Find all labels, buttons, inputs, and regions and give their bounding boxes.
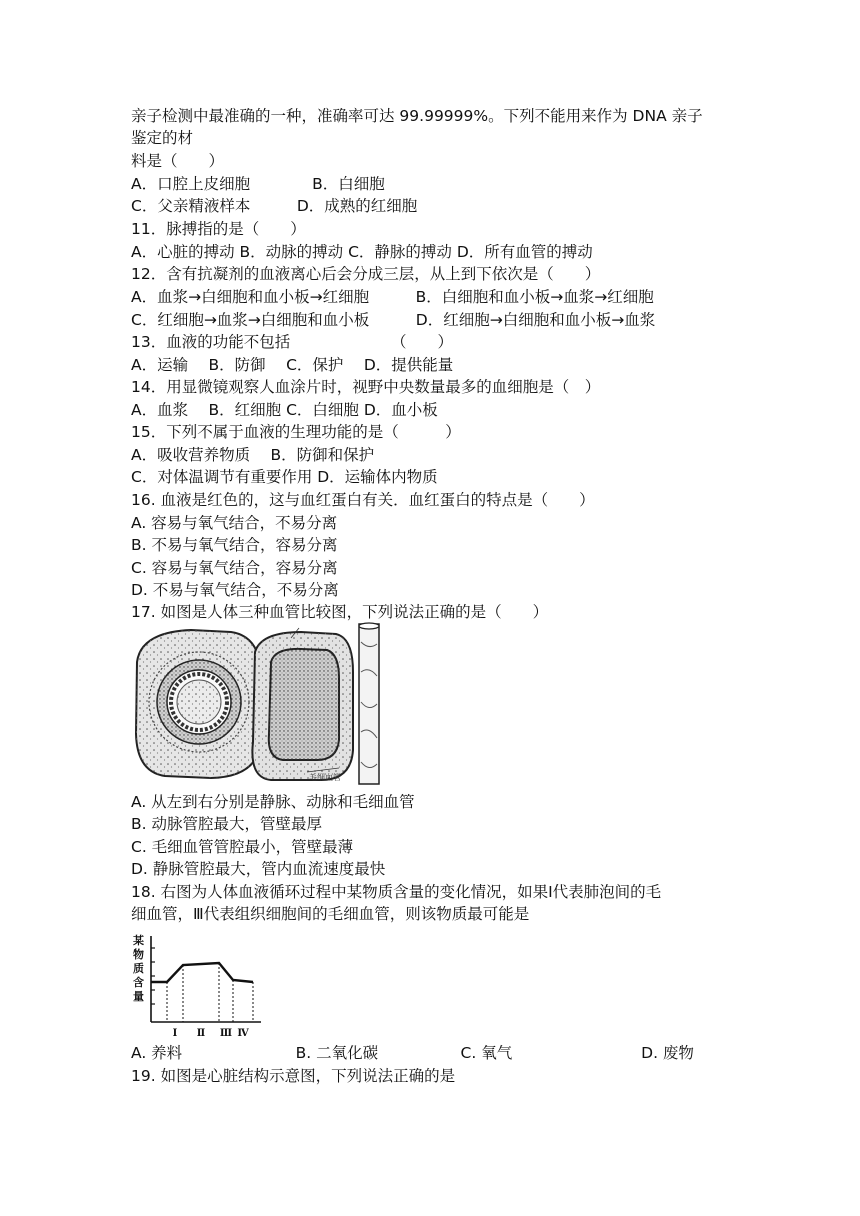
q12-options-cd: C．红细胞→血浆→白细胞和血小板 D．红细胞→白细胞和血小板→血浆 [131,311,656,329]
blood-vessel-figure [131,622,383,788]
q11-stem: 11．脉搏指的是（ ） [131,220,306,238]
q16-option-c: C. 容易与氧气结合，容易分离 [131,559,338,577]
q10-stem-line-1: 亲子检测中最准确的一种，准确率可达 99.99999%。下列不能用来作为 DNA 亲子 [131,107,703,125]
q12-stem: 12．含有抗凝剂的血液离心后会分成三层，从上到下依次是（ ） [131,265,601,283]
graph-ylabel [132,933,144,1003]
section-dividers [167,963,253,1022]
xtick-label: Ⅲ [219,1028,233,1039]
q10-stem-line-3: 料是（ ） [131,152,225,170]
capillary-label: 毛细血管 [309,773,341,782]
q16-option-b: B. 不易与氧气结合，容易分离 [131,536,338,554]
q17-option-b: B. 动脉管腔最大，管壁最厚 [131,815,322,833]
q10-options-cd: C．父亲精液样本 D．成熟的红细胞 [131,197,418,215]
xtick-label: Ⅰ [172,1028,178,1039]
q17-option-c: C. 毛细血管管腔最小，管壁最薄 [131,838,354,856]
q10-options-ab: A．口腔上皮细胞 B．白细胞 [131,175,385,193]
q11-options: A．心脏的搏动 B．动脉的搏动 C．静脉的搏动 D．所有血管的搏动 [131,243,593,261]
q13-stem: 13．血液的功能不包括 （ ） [131,333,453,351]
capillary-tube [359,623,379,784]
vein-cross-section [252,632,353,780]
substance-content-graph [131,930,271,1042]
ylabel-char: 某 [133,934,144,947]
q18-options: A. 养料 B. 二氧化碳 C. 氧气 D. 废物 [131,1044,694,1062]
q18-stem-line-1: 18. 右图为人体血液循环过程中某物质含量的变化情况，如果Ⅰ代表肺泡间的毛 [131,883,662,901]
q16-option-a: A. 容易与氧气结合，不易分离 [131,514,338,532]
q14-options: A．血浆 B．红细胞 C．白细胞 D．血小板 [131,401,438,419]
q17-option-a: A. 从左到右分别是静脉、动脉和毛细血管 [131,793,415,811]
q15-options-cd: C．对体温调节有重要作用 D．运输体内物质 [131,468,438,486]
q19-stem: 19. 如图是心脏结构示意图，下列说法正确的是 [131,1067,456,1085]
ylabel-char: 质 [133,962,144,975]
q15-stem: 15．下列不属于血液的生理功能的是（ ） [131,423,461,441]
q13-options: A．运输 B．防御 C．保护 D．提供能量 [131,356,454,374]
q12-options-ab: A．血浆→白细胞和血小板→红细胞 B．白细胞和血小板→血浆→红细胞 [131,288,654,306]
q16-stem: 16. 血液是红色的，这与血红蛋白有关．血红蛋白的特点是（ ） [131,491,595,509]
ylabel-char: 物 [133,948,144,961]
substance-curve [151,963,253,982]
q15-options-ab: A．吸收营养物质 B．防御和保护 [131,446,375,464]
q18-stem-line-2: 细血管，Ⅲ代表组织细胞间的毛细血管，则该物质最可能是 [131,905,530,923]
q16-option-d: D. 不易与氧气结合，不易分离 [131,581,339,599]
ylabel-char: 量 [133,990,144,1003]
ylabel-char: 含 [133,976,144,989]
q17-option-d: D. 静脉管腔最大，管内血流速度最快 [131,860,386,878]
q10-stem-line-2: 鉴定的材 [131,129,194,147]
q14-stem: 14．用显微镜观察人血涂片时，视野中央数量最多的血细胞是（ ） [131,378,601,396]
artery-cross-section [136,630,261,778]
q17-stem: 17. 如图是人体三种血管比较图，下列说法正确的是（ ） [131,603,549,621]
xtick-label: Ⅱ [196,1028,206,1039]
xtick-label: Ⅳ [237,1028,249,1039]
